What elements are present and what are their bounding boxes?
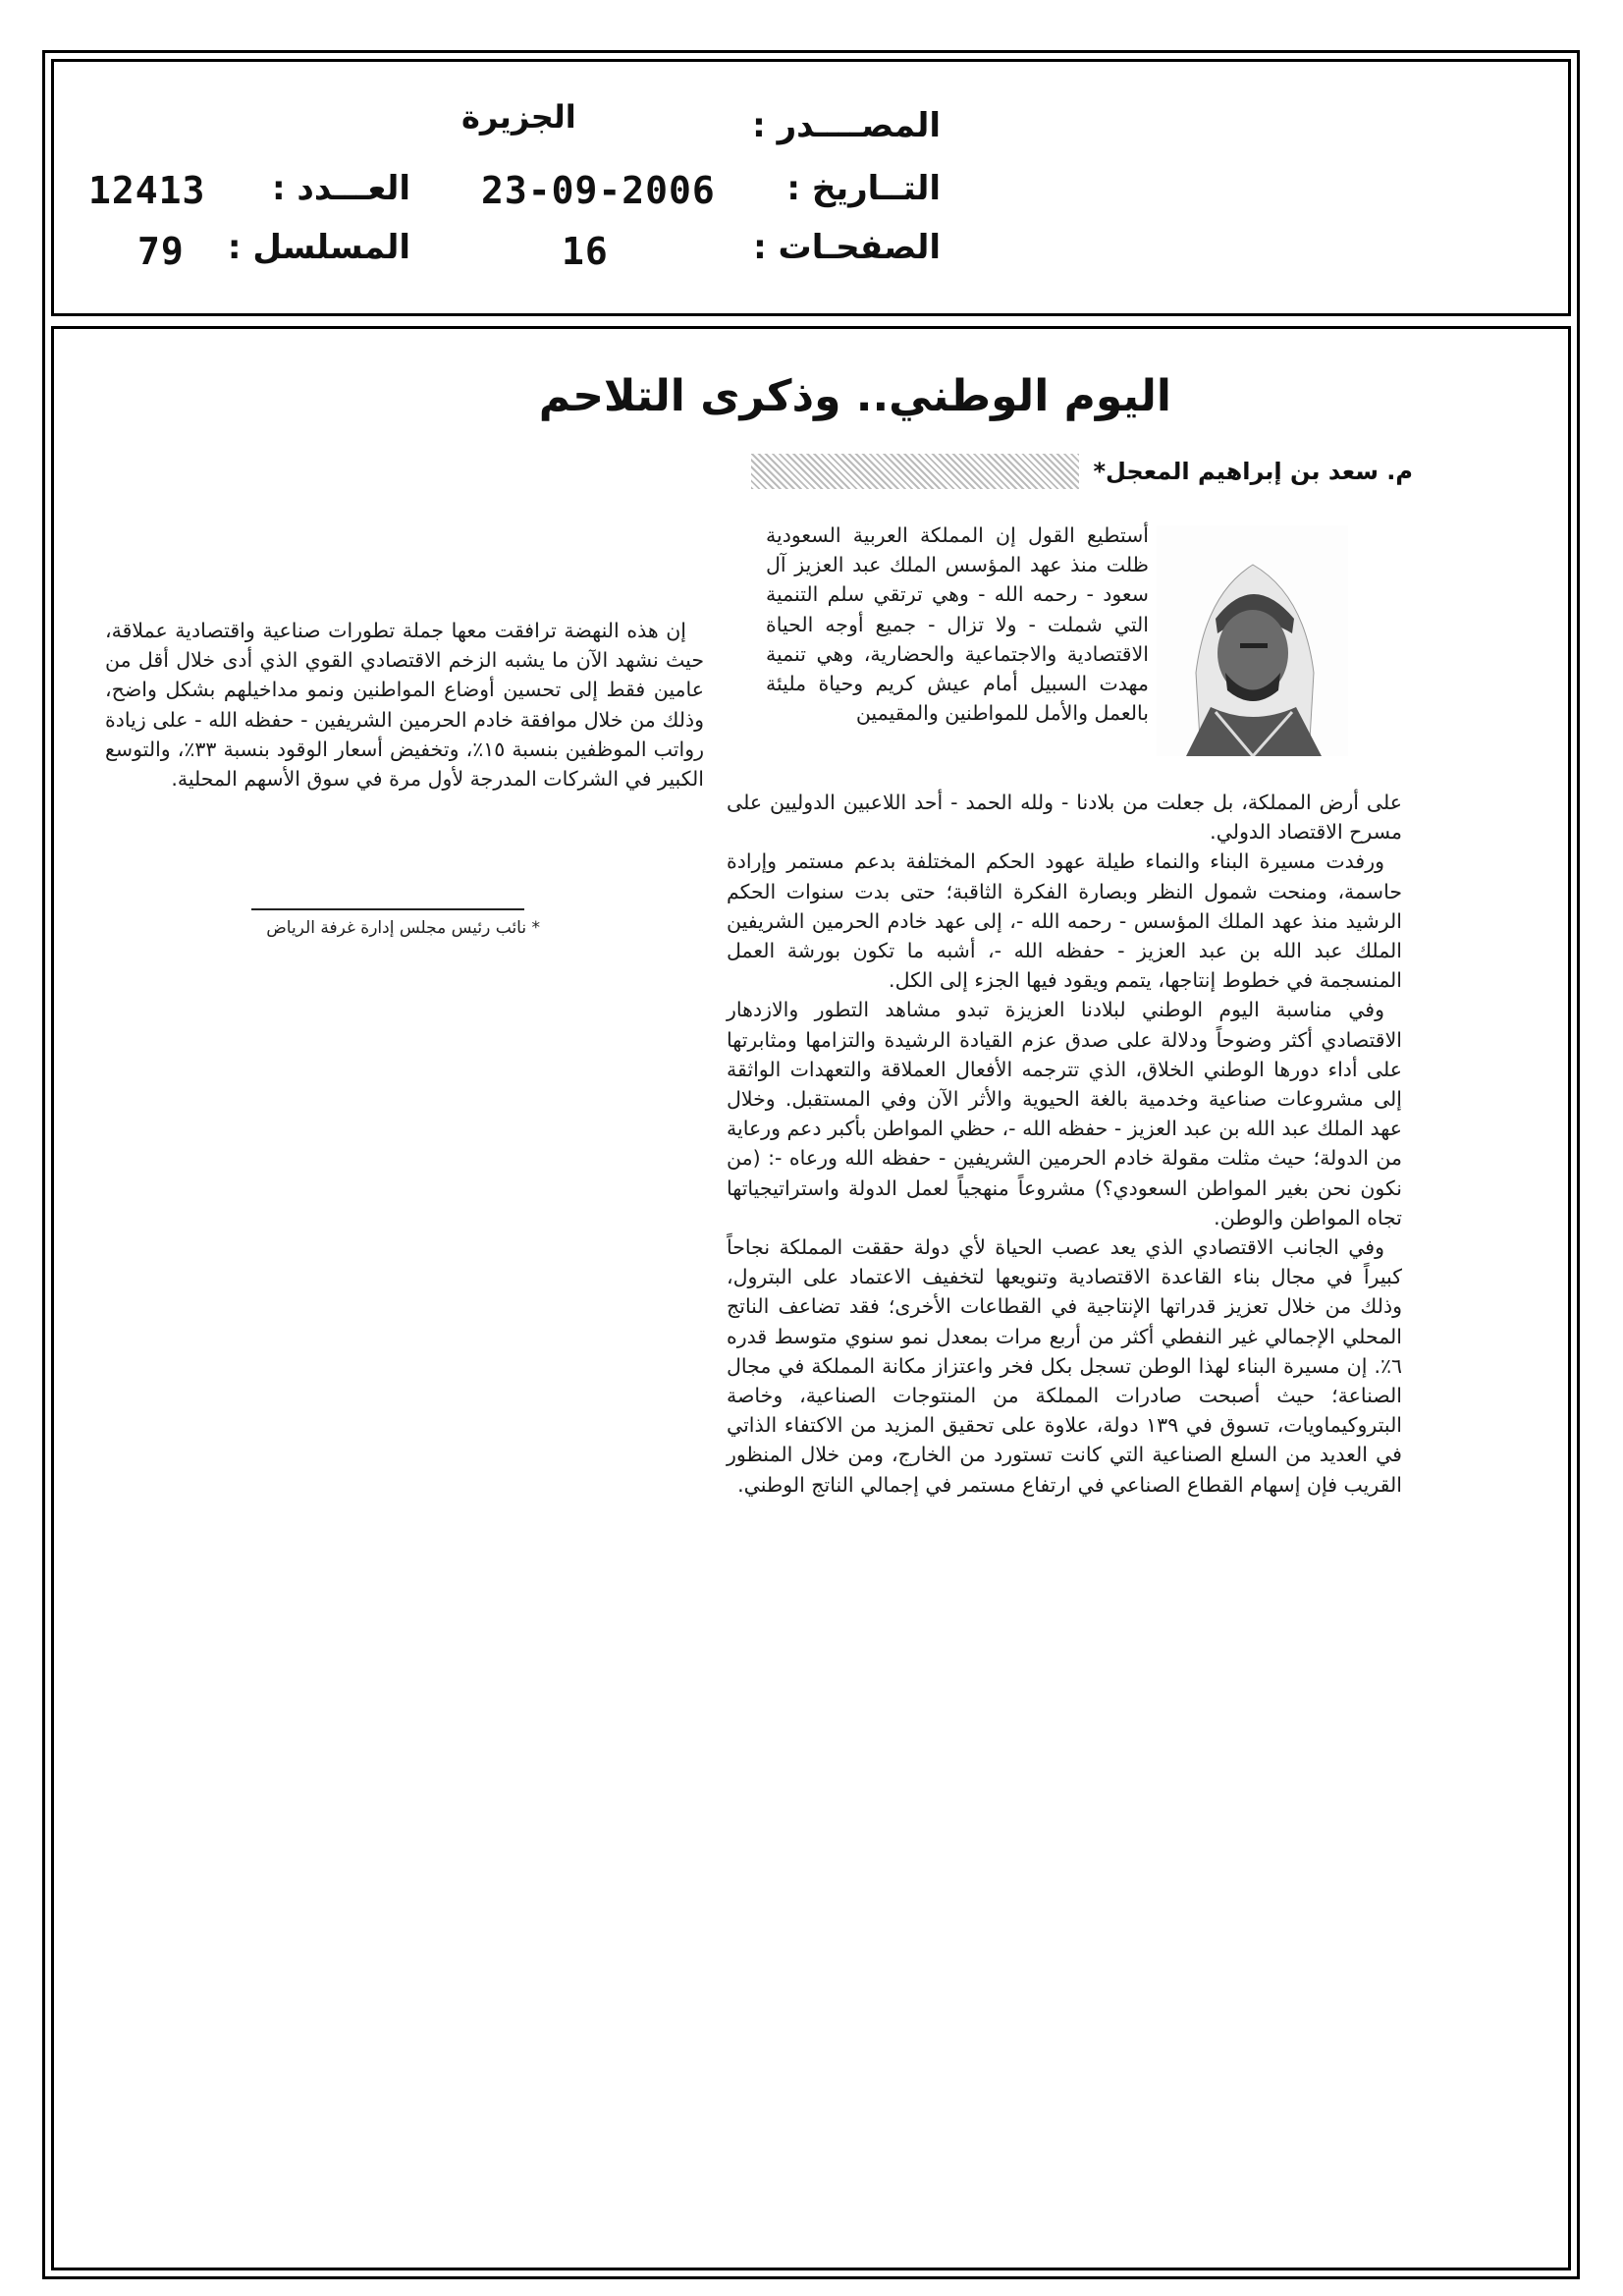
article-body: [727, 788, 1402, 1500]
date-label: التــاريخ :: [786, 169, 941, 208]
continuation-paragraph: إن هذه النهضة ترافقت معها جملة تطورات صناعية واقتصادية عملاقة، حيث نشهد الآن ما يشبه الزخم الاقتصادي القوي الذي أدى خلال أقل من عامين فقط إلى تحسين أوضاع المواطنين ونمو مداخيلهم بشكل واضح، وذلك من خلال موافقة خادم الحرمين الشريفين - حفظه الله - على زيادة رواتب الموظفين بنسبة ١٥٪، وتخفيض أسعار الوقود بنسبة ٣٣٪، والتوسع الكبير في الشركات المدرجة لأول مرة في سوق الأسهم المحلية.: [105, 619, 704, 792]
pages-label: الصفحـات :: [753, 228, 941, 267]
author-footnote: * نائب رئيس مجلس إدارة غرفة الرياض: [266, 918, 540, 938]
article-headline: اليوم الوطني.. وذكرى التلاحم: [538, 371, 1171, 421]
issue-label: العـــدد :: [272, 169, 410, 208]
author-name: م. سعد بن إبراهيم المعجل*: [1079, 454, 1417, 489]
article-intro: أستطيع القول إن المملكة العربية السعودية ظلت منذ عهد المؤسس الملك عبد العزيز آل سعود - رحمه الله - وهي ترتقي سلم التنمية التي شملت - ولا تزال - جميع أوجه الحياة الاقتصادية والاجتماعية والحضارية، وهي تنمية مهدت السبيل أمام عيش كريم وحياة مليئة بالعمل والأمل للمواطنين والمقيمين: [766, 523, 1149, 726]
author-portrait-image: [1157, 525, 1348, 756]
body-paragraph-3: وفي مناسبة اليوم الوطني لبلادنا العزيزة تبدو مشاهد التطور والازدهار الاقتصادي أكثر وضوحاً ودلالة على صدق عزم القيادة الرشيدة والتزامها ومثابرتها على أداء دورها الوطني الخلاق، الذي تترجمه الأفعال العملاقة والتعهدات الواثقة إلى مشروعات صناعية وخدمية بالغة الحيوية والأثر الآن وفي المستقبل. وخلال عهد الملك عبد الله بن عبد العزيز - حفظه الله -، حظي المواطن بأكبر دعم ورعاية من الدولة؛ حيث مثلت مقولة خادم الحرمين الشريفين - حفظه الله ورعاه -: (من نكون نحن بغير المواطن السعودي؟) مشروعاً منهجياً لعمل الدولة واستراتيجياتها تجاه المواطن والوطن.: [727, 998, 1402, 1230]
pages-value: 16: [562, 230, 609, 273]
source-value: الجزيرة: [461, 98, 576, 136]
article-continuation-column: [105, 616, 704, 793]
issue-value: 12413: [88, 169, 206, 212]
body-paragraph-4: وفي الجانب الاقتصادي الذي يعد عصب الحياة لأي دولة حققت المملكة نجاحاً كبيراً في مجال بناء القاعدة الاقتصادية وتنويعها لتخفيف الاعتماد على البترول، وذلك من خلال تعزيز قدراتها الإنتاجية في القطاعات الأخرى؛ فقد تضاعف الناتج المحلي الإجمالي غير النفطي أكثر من أربع مرات بمعدل نمو سنوي متوسط قدره ٦٪. إن مسيرة البناء لهذا الوطن تسجل بكل فخر واعتزاز مكانة المملكة في مجال الصناعة؛ حيث أصبحت صادرات المملكة من المنتوجات الصناعية، وخاصة البتروكيماويات، تسوق في ١٣٩ دولة، علاوة على تحقيق المزيد من الاكتفاء الذاتي في العديد من السلع الصناعية التي كانت تستورد من الخارج، ومن خلال المنظور القريب فإن إسهام القطاع الصناعي في ارتفاع مستمر في إجمالي الناتج الوطني.: [727, 1235, 1403, 1497]
date-value: 23-09-2006: [481, 169, 716, 212]
footnote-divider: [251, 908, 524, 910]
author-photo: [1157, 525, 1348, 756]
source-label: المصــــدر :: [752, 106, 941, 145]
header-divider: [51, 316, 1571, 329]
serial-value: 79: [137, 230, 185, 273]
author-bar: [751, 454, 1417, 489]
body-paragraph-2: ورفدت مسيرة البناء والنماء طيلة عهود الحكم المختلفة بدعم مستمر وإرادة حاسمة، ومنحت شمول النظر وبصارة الفكرة الثاقبة؛ حتى بدت سنوات الحكم الرشيد منذ عهد الملك المؤسس - رحمه الله -، إلى عهد خادم الحرمين الشريفين الملك عبد الله بن عبد العزيز - حفظه الله -، أشبه ما تكون بورشة العمل المنسجمة في خطوط إنتاجها، يتمم ويقود فيها الجزء إلى الكل.: [727, 849, 1402, 993]
serial-label: المسلسل :: [227, 228, 410, 267]
body-paragraph-1: على أرض المملكة، بل جعلت من بلادنا - ولله الحمد - أحد اللاعبين الدوليين على مسرح الاقتصاد الدولي.: [727, 791, 1402, 845]
